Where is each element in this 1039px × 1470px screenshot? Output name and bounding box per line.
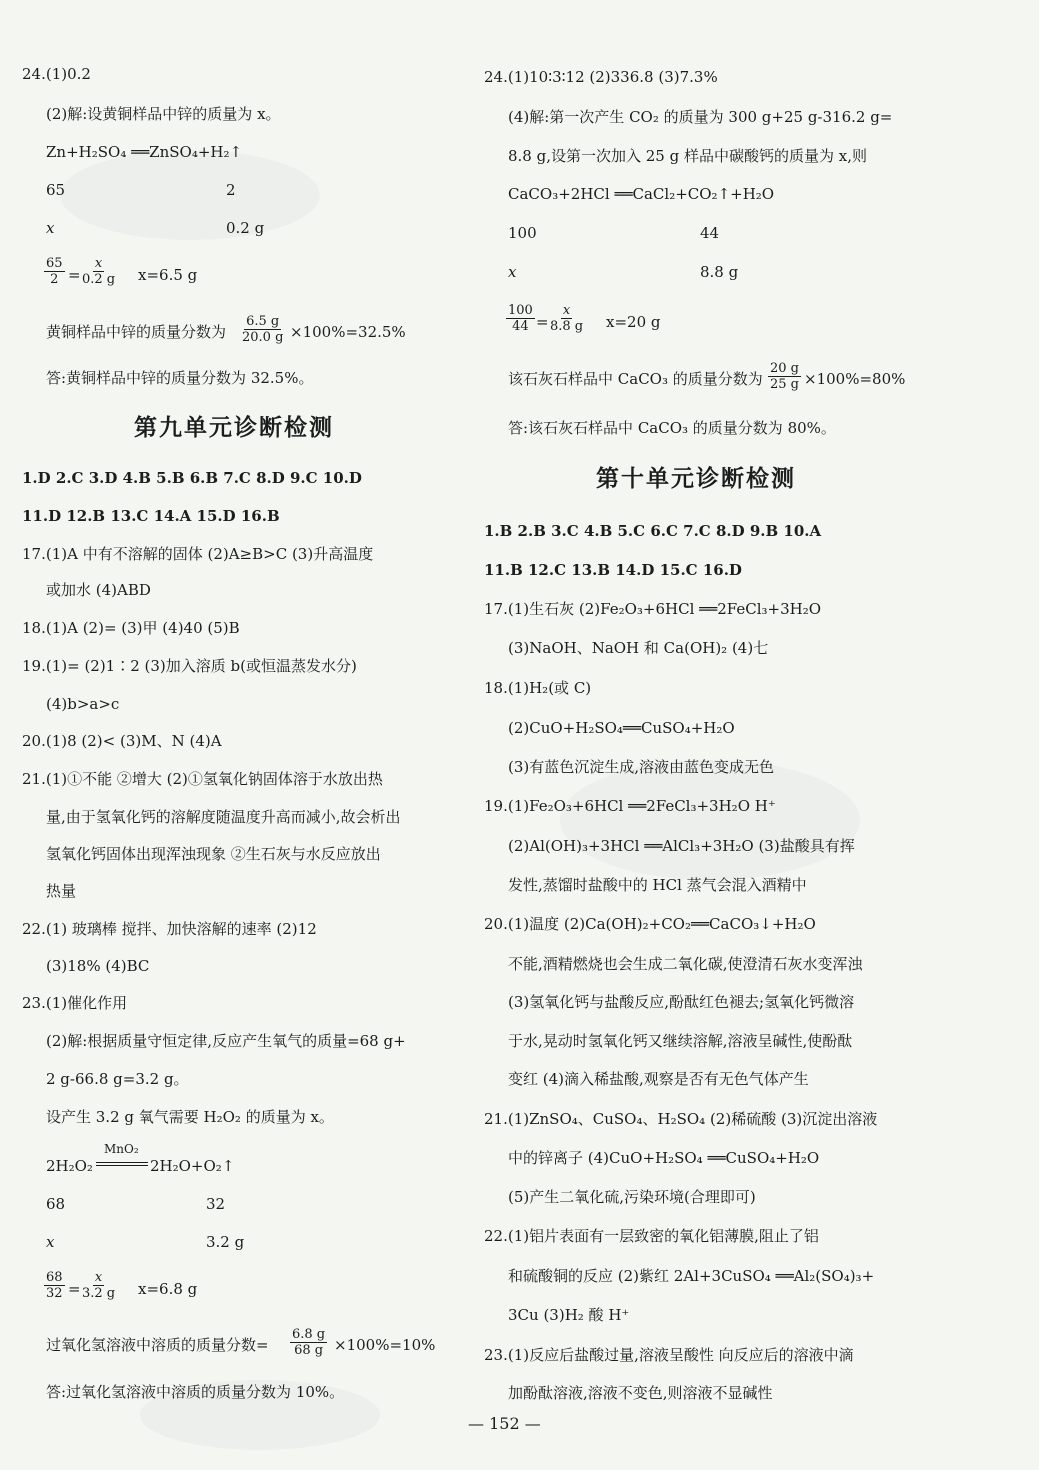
molar-mass: 32 — [206, 1195, 226, 1213]
answer-line: 21.(1)①不能 ②增大 (2)①氢氧化钠固体溶于水放出热 — [22, 770, 383, 788]
mass-fraction-result: ×100%=32.5% — [290, 323, 406, 341]
unknown-mass: x — [46, 1233, 55, 1251]
answer-line: 17.(1)生石灰 (2)Fe₂O₃+6HCl ══2FeCl₃+3H₂O — [484, 600, 822, 618]
ratio-result: x=6.5 g — [138, 266, 198, 284]
page-number: — 152 — — [468, 1414, 541, 1433]
answer-line: (5)产生二氧化硫,污染环境(合理即可) — [508, 1188, 756, 1206]
answer-line: (3)氢氧化钙与盐酸反应,酚酞红色褪去;氢氧化钙微溶 — [508, 993, 855, 1011]
known-mass: 3.2 g — [206, 1233, 245, 1251]
ratio-fraction: $\frac{100}{44}$ — [508, 303, 533, 334]
answer-line: (2)Al(OH)₃+3HCl ══AlCl₃+3H₂O (3)盐酸具有挥 — [508, 837, 855, 855]
answer-line: 或加水 (4)ABD — [46, 581, 151, 599]
answer-line: 19.(1)Fe₂O₃+6HCl ══2FeCl₃+3H₂O H⁺ — [484, 797, 776, 815]
ratio-fraction: $\frac{x}{0.2 g}$ — [82, 256, 116, 287]
chemical-equation: Zn+H₂SO₄ ══ZnSO₄+H₂↑ — [46, 143, 243, 161]
chemical-equation: CaCO₃+2HCl ══CaCl₂+CO₂↑+H₂O — [508, 185, 775, 203]
answer-line: 22.(1)铝片表面有一层致密的氧化铝薄膜,阻止了铝 — [484, 1227, 819, 1245]
ratio-fraction: $\frac{x}{8.8 g}$ — [550, 303, 584, 334]
molar-mass: 2 — [226, 181, 236, 199]
equation-right: 2H₂O+O₂↑ — [150, 1157, 235, 1175]
answer-line: 答:黄铜样品中锌的质量分数为 32.5%。 — [46, 369, 314, 387]
mass-fraction-result: ×100%=80% — [804, 370, 906, 388]
answer-line: 加酚酞溶液,溶液不变色,则溶液不显碱性 — [508, 1384, 773, 1402]
molar-mass: 44 — [700, 224, 720, 242]
mass-fraction-label: 过氧化氢溶液中溶质的质量分数= — [46, 1336, 269, 1354]
molar-mass: 100 — [508, 224, 537, 242]
known-mass: 8.8 g — [700, 263, 739, 281]
answer-line: 于水,晃动时氢氧化钙又继续溶解,溶液呈碱性,使酚酞 — [508, 1032, 853, 1050]
answer-line: (2)解:根据质量守恒定律,反应产生氧气的质量=68 g+ — [46, 1032, 406, 1050]
paper-stain — [560, 760, 860, 880]
mass-fraction-label: 黄铜样品中锌的质量分数为 — [46, 323, 227, 341]
ratio-result: x=6.8 g — [138, 1280, 198, 1298]
answer-line: 设产生 3.2 g 氧气需要 H₂O₂ 的质量为 x。 — [46, 1108, 334, 1126]
mass-fraction: $\frac{6.5 g}{20.0 g}$ — [242, 314, 284, 345]
answer-line: (2)解:设黄铜样品中锌的质量为 x。 — [46, 105, 281, 123]
catalyst-label: MnO₂ — [104, 1142, 139, 1156]
answer-line: 答:过氧化氢溶液中溶质的质量分数为 10%。 — [46, 1383, 345, 1401]
answer-line: (3)有蓝色沉淀生成,溶液由蓝色变成无色 — [508, 758, 775, 776]
ratio-fraction: $\frac{68}{32}$ — [46, 1270, 63, 1301]
ratio-result: x=20 g — [606, 313, 661, 331]
choice-answers: 11.D 12.B 13.C 14.A 15.D 16.B — [22, 507, 280, 525]
answer-line: 量,由于氢氧化钙的溶解度随温度升高而减小,故会析出 — [46, 808, 401, 826]
reaction-arrow — [96, 1165, 148, 1166]
answer-line: (4)解:第一次产生 CO₂ 的质量为 300 g+25 g-316.2 g= — [508, 108, 893, 126]
equals-sign: = — [68, 1280, 81, 1298]
answer-line: 21.(1)ZnSO₄、CuSO₄、H₂SO₄ (2)稀硫酸 (3)沉淀出溶液 — [484, 1110, 878, 1128]
answer-line: 不能,酒精燃烧也会生成二氧化碳,使澄清石灰水变浑浊 — [508, 955, 863, 973]
answer-line: 24.(1)10∶3∶12 (2)336.8 (3)7.3% — [484, 68, 718, 86]
mass-fraction-label: 该石灰石样品中 CaCO₃ 的质量分数为 — [508, 370, 763, 388]
answer-line: 3Cu (3)H₂ 酸 H⁺ — [508, 1306, 630, 1324]
answer-line: 18.(1)H₂(或 C) — [484, 679, 592, 697]
answer-line: 答:该石灰石样品中 CaCO₃ 的质量分数为 80%。 — [508, 419, 836, 437]
answer-line: (3)NaOH、NaOH 和 Ca(OH)₂ (4)七 — [508, 639, 769, 657]
answer-line: 2 g-66.8 g=3.2 g。 — [46, 1070, 189, 1088]
choice-answers: 1.B 2.B 3.C 4.B 5.C 6.C 7.C 8.D 9.B 10.A — [484, 522, 822, 540]
answer-line: 19.(1)= (2)1∶2 (3)加入溶质 b(或恒温蒸发水分) — [22, 657, 357, 675]
answer-line: 17.(1)A 中有不溶解的固体 (2)A≥B>C (3)升高温度 — [22, 545, 374, 563]
molar-mass: 68 — [46, 1195, 66, 1213]
choice-answers: 1.D 2.C 3.D 4.B 5.B 6.B 7.C 8.D 9.C 10.D — [22, 469, 362, 487]
mass-fraction-result: ×100%=10% — [334, 1336, 436, 1354]
section-heading: 第九单元诊断检测 — [134, 415, 334, 441]
answer-line: 中的锌离子 (4)CuO+H₂SO₄ ══CuSO₄+H₂O — [508, 1149, 820, 1167]
answer-line: 和硫酸铜的反应 (2)紫红 2Al+3CuSO₄ ══Al₂(SO₄)₃+ — [508, 1267, 875, 1285]
ratio-fraction: $\frac{x}{3.2 g}$ — [82, 1270, 116, 1301]
answer-line: 22.(1) 玻璃棒 搅拌、加快溶解的速率 (2)12 — [22, 920, 317, 938]
answer-line: 氢氧化钙固体出现浑浊现象 ②生石灰与水反应放出 — [46, 845, 381, 863]
choice-answers: 11.B 12.C 13.B 14.D 15.C 16.D — [484, 561, 742, 579]
answer-line: (2)CuO+H₂SO₄══CuSO₄+H₂O — [508, 719, 735, 737]
answer-line: 20.(1)温度 (2)Ca(OH)₂+CO₂══CaCO₃↓+H₂O — [484, 915, 816, 933]
equation-left: 2H₂O₂ — [46, 1157, 93, 1175]
known-mass: 0.2 g — [226, 219, 265, 237]
answer-line: 8.8 g,设第一次加入 25 g 样品中碳酸钙的质量为 x,则 — [508, 147, 867, 165]
answer-line: 23.(1)反应后盐酸过量,溶液呈酸性 向反应后的溶液中滴 — [484, 1346, 854, 1364]
mass-fraction: $\frac{20 g}{25 g}$ — [770, 361, 799, 392]
answer-line: (3)18% (4)BC — [46, 957, 150, 975]
mass-fraction: $\frac{6.8 g}{68 g}$ — [292, 1327, 326, 1358]
answer-line: 热量 — [46, 882, 77, 900]
answer-line: 18.(1)A (2)= (3)甲 (4)40 (5)B — [22, 619, 240, 637]
answer-line: 24.(1)0.2 — [22, 65, 91, 83]
answer-line: 变红 (4)滴入稀盐酸,观察是否有无色气体产生 — [508, 1070, 809, 1088]
answer-line: 23.(1)催化作用 — [22, 994, 128, 1012]
reaction-arrow — [96, 1162, 148, 1163]
ratio-fraction: $\frac{65}{2}$ — [46, 256, 63, 287]
section-heading: 第十单元诊断检测 — [596, 466, 796, 492]
equals-sign: = — [536, 313, 549, 331]
answer-line: 发性,蒸馏时盐酸中的 HCl 蒸气会混入酒精中 — [508, 876, 807, 894]
unknown-mass: x — [508, 263, 517, 281]
answer-line: (4)b>a>c — [46, 695, 120, 713]
equals-sign: = — [68, 266, 81, 284]
molar-mass: 65 — [46, 181, 66, 199]
paper-stain — [60, 150, 320, 240]
unknown-mass: x — [46, 219, 55, 237]
answer-line: 20.(1)8 (2)< (3)M、N (4)A — [22, 732, 222, 750]
